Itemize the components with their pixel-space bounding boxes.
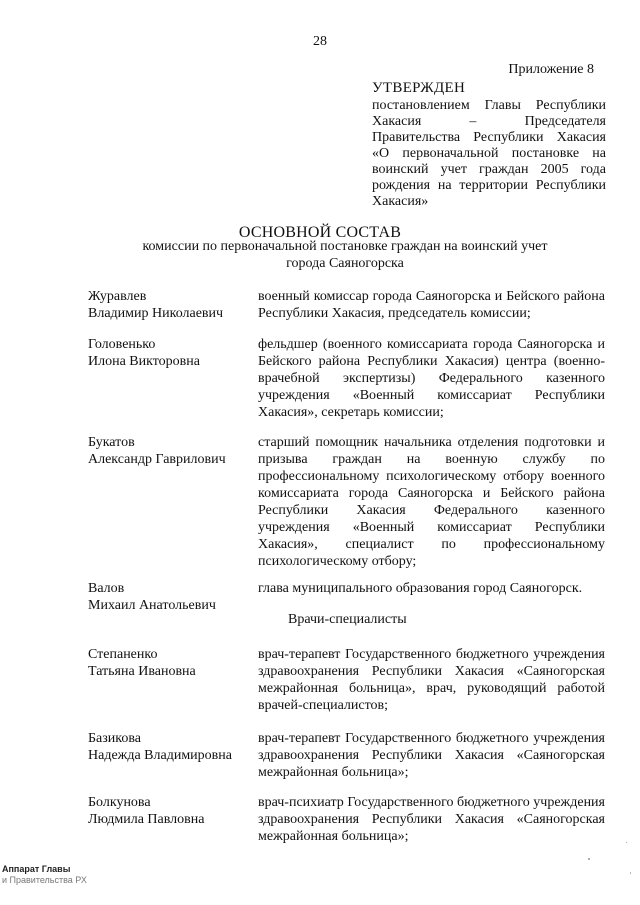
doctor-name: [88, 730, 248, 764]
doctor-given-name: Татьяна Ивановна: [88, 664, 196, 679]
page-number: 28: [313, 34, 327, 49]
doctor-surname: Степаненко: [88, 647, 158, 662]
approval-text: постановлением Главы Республики Хакасия – Председателя Правительства Республики Хакасия «О первоначальной постановке на воинский учет граждан 2005 года рождения на территории Республики Хакасия»: [372, 98, 606, 209]
doctor-role: врач-психиатр Государственного бюджетного учреждения здравоохранения Республики Хакасия «Саяногорская межрайонная больница»;: [258, 795, 605, 844]
doctors-heading: Врачи-специалисты: [288, 612, 407, 627]
doctor-role: врач-терапевт Государственного бюджетного учреждения здравоохранения Республики Хакасия «Саяногорская межрайонная больница»;: [258, 731, 605, 780]
doctor-surname: Базикова: [88, 731, 142, 746]
stamp-line-1: Аппарат Главы: [2, 864, 71, 874]
member-role: глава муниципального образования город Саяногорск.: [258, 581, 583, 596]
member-name: [88, 580, 248, 614]
member-name: [88, 434, 248, 468]
doctor-surname: Болкунова: [88, 795, 151, 810]
member-given-name: Александр Гаврилович: [88, 452, 226, 467]
scan-speck: [626, 842, 627, 843]
member-surname: Валов: [88, 581, 125, 596]
scan-speck: [588, 858, 590, 860]
member-name: [88, 336, 248, 370]
document-subtitle: комиссии по первоначальной постановке граждан на воинский учет города Саяногорска: [142, 239, 548, 271]
doctor-name: [88, 794, 248, 828]
doctor-role: врач-терапевт Государственного бюджетного учреждения здравоохранения Республики Хакасия «Саяногорская межрайонная больница», врач, руководящий работой врачей-специалистов;: [258, 647, 605, 713]
member-surname: Головенько: [88, 337, 156, 352]
member-given-name: Владимир Николаевич: [88, 306, 224, 321]
document-title: ОСНОВНОЙ СОСТАВ: [238, 224, 402, 241]
member-given-name: Михаил Анатольевич: [88, 598, 216, 613]
stamp-line-2: и Правительства РХ: [2, 875, 87, 885]
office-stamp: [2, 864, 87, 886]
doctor-given-name: Надежда Владимировна: [88, 748, 232, 763]
member-role: фельдшер (военного комиссариата города Саяногорска и Бейского района Республики Хакасия) центра (военно-врачебной экспертизы) Федерального казенного учреждения «Военный комиссариат Республики Хакасия», секретарь комиссии;: [258, 337, 605, 420]
member-surname: Журавлев: [88, 289, 147, 304]
approval-block: [372, 80, 606, 210]
member-given-name: Илона Викторовна: [88, 354, 200, 369]
member-role: военный комиссар города Саяногорска и Бейского района Республики Хакасия, председатель комиссии;: [258, 289, 605, 321]
approval-heading: УТВЕРЖДЕН: [372, 80, 466, 96]
doctor-given-name: Людмила Павловна: [88, 812, 205, 827]
member-name: [88, 288, 248, 322]
doctor-name: [88, 646, 248, 680]
scan-speck: [630, 872, 631, 874]
member-role: старший помощник начальника отделения подготовки и призыва граждан на военную службу по профессиональному психологическому отбору военного комиссариата города Саяногорска и Бейского района Республики Хакасия Федерального казенного учреждения «Военный комиссариат Республики Хакасия», специалист по профессиональному психологическому отбору;: [258, 435, 605, 569]
member-surname: Букатов: [88, 435, 135, 450]
appendix-label: Приложение 8: [508, 62, 594, 77]
